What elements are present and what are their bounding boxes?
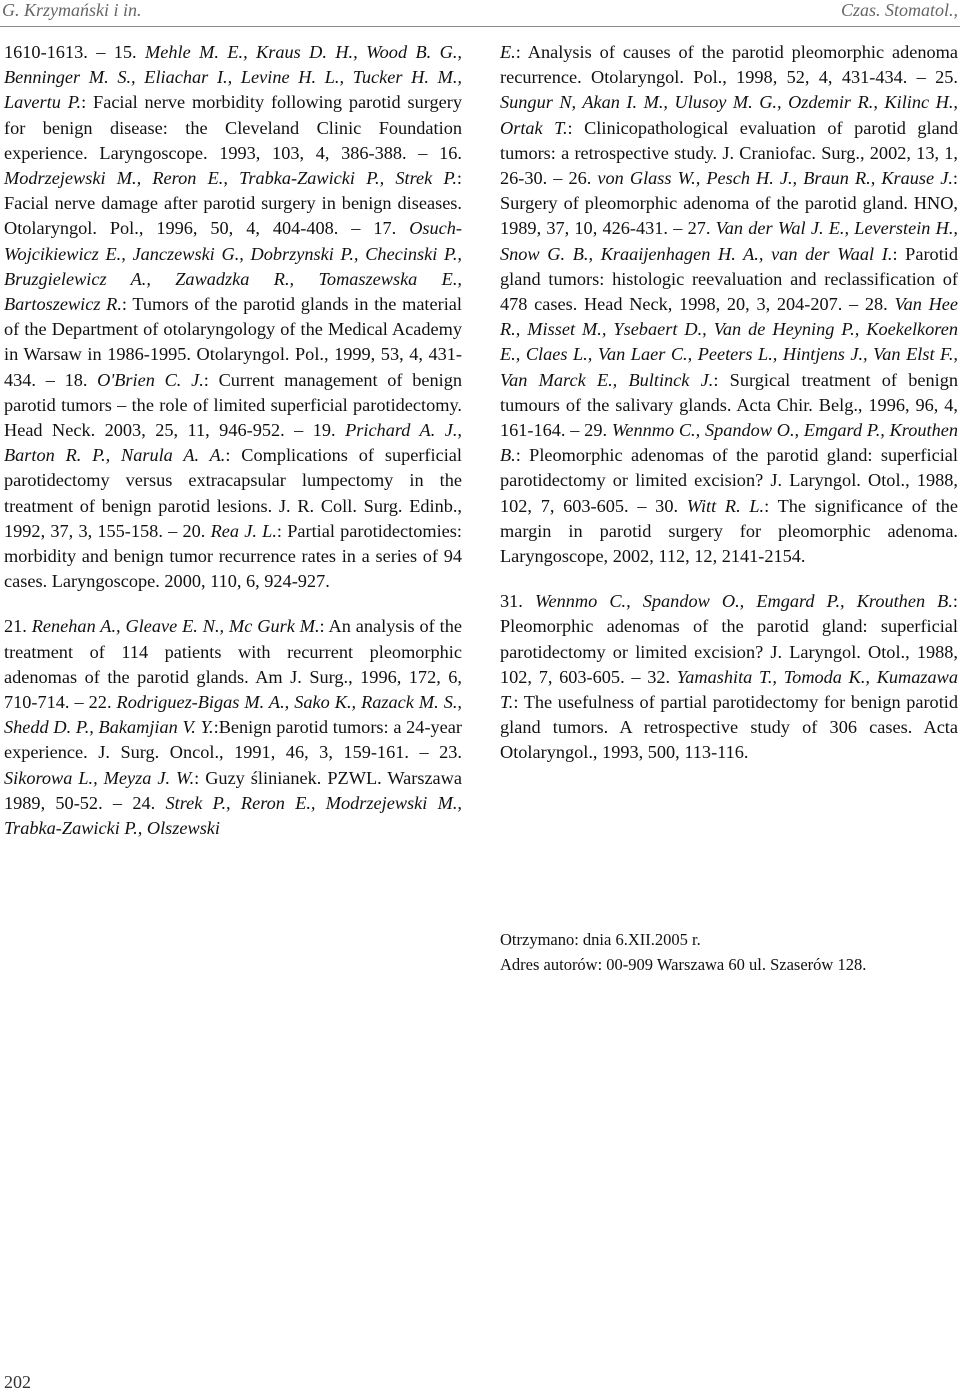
reference-authors: Sungur N, Akan I. M., Ulusoy M. G., Ozdemir R., Kilinc H., Ortak T. bbox=[500, 92, 958, 138]
reference-text: 21. bbox=[4, 616, 32, 637]
reference-text: 1610-1613. – 15. bbox=[4, 42, 146, 62]
reference-text: : Tumors of the parotid glands in the material of the Department of otolaryngology of the Medical Academy in Warsaw in 1986-1995. Otolaryngol. Pol., 1999, 53, 4, 431-434. – 18. bbox=[4, 294, 462, 390]
reference-authors: Mehle M. E., Kraus D. H., Wood B. G., Benninger M. S., Eliachar I., Levine H. L., Tucker H. M., Lavertu P. bbox=[4, 42, 462, 113]
header-rule bbox=[0, 26, 960, 27]
reference-text: : Pleomorphic adenomas of the parotid gland: superficial parotidectomy or limited excision? J. Laryngol. Otol., 1988, 102, 7, 603-605. – 30. bbox=[500, 445, 958, 516]
reference-text: : An analysis of the treatment of 114 patients with recurrent pleomorphic adenomas of the parotid glands. Am J. Surg., 1996, 172, 6, 710-714. – 22. bbox=[4, 616, 462, 713]
reference-paragraph bbox=[4, 40, 462, 594]
reference-text: : Facial nerve damage after parotid surgery in benign diseases. Otolaryngol. Pol., 1996, 50, 4, 404-408. – 17. bbox=[4, 168, 462, 239]
reference-text: : Parotid gland tumors: histologic reevaluation and reclassification of 478 cases. Head Neck, 1998, 20, 3, 204-207. – 28. bbox=[500, 243, 958, 315]
reference-text: : Guzy ślinianek. PZWL. Warszawa 1989, 50-52. – 24. bbox=[4, 767, 462, 813]
reference-authors: Prichard A. J., Barton R. P., Narula A. A. bbox=[4, 420, 462, 466]
reference-authors: Strek P., Reron E., Modrzejewski M., Trabka-Zawicki P., Olszewski bbox=[4, 792, 462, 839]
left-column bbox=[4, 40, 462, 841]
header-authors: G. Krzymański i in. bbox=[2, 0, 142, 20]
reference-authors: Modrzejewski M., Reron E., Trabka-Zawicki P., Strek P. bbox=[4, 168, 457, 189]
reference-text: : Facial nerve morbidity following parotid surgery for benign disease: the Cleveland Clinic Foundation experience. Laryngoscope. 1993, 103, 4, 386-388. – 16. bbox=[4, 92, 462, 163]
reference-text: : Current management of benign parotid tumors – the role of limited superficial parotidectomy. Head Neck. 2003, 25, 11, 946-952. – 19. bbox=[4, 369, 462, 441]
right-column bbox=[500, 40, 958, 766]
reference-text: : Pleomorphic adenomas of the parotid gland: superficial parotidectomy or limited excision? J. Laryngol. Otol., 1988, 102, 7, 603-605. – 32. bbox=[500, 591, 959, 687]
reference-authors: O'Brien C. J. bbox=[97, 369, 204, 390]
reference-paragraph bbox=[500, 40, 958, 569]
reference-authors: Osuch-Wojcikiewicz E., Janczewski G., Dobrzynski P., Checinski P., Bruzgielewicz A., Zawadzka R., Tomaszewska E., Bartoszewicz R. bbox=[4, 218, 462, 315]
reference-authors: Sikorowa L., Meyza J. W. bbox=[4, 767, 195, 788]
reference-authors: Van Hee R., Misset M., Ysebaert D., Van de Heyning P., Koekelkoren E., Claes L., Van Laer C., Peeters L., Hintjens J., Van Elst F., Van Marck E., Bultinck J. bbox=[500, 294, 959, 390]
reference-text: : Surgical treatment of benign tumours of the salivary glands. Acta Chir. Belg., 1996, 96, 4, 161-164. – 29. bbox=[500, 369, 959, 441]
reference-text: : Partial parotidectomies: morbidity and benign tumor recurrence rates in a series of 94 cases. Laryngoscope. 2000, 110, 6, 924-927. bbox=[4, 520, 462, 592]
reference-text: : Complications of superficial parotidectomy versus extracapsular lumpectomy in the treatment of benign parotid lesions. J. R. Coll. Surg. Edinb., 1992, 37, 3, 155-158. – 20. bbox=[4, 445, 462, 541]
reference-authors: Rodriguez-Bigas M. A., Sako K., Razack M. S., Shedd D. P., Bakamjian V. Y. bbox=[4, 692, 462, 738]
reference-authors: Wennmo C., Spandow O., Emgard P., Krouthen B. bbox=[534, 591, 953, 612]
authors-address: Adres autorów: 00-909 Warszawa 60 ul. Szaserów 128. bbox=[500, 955, 867, 974]
header-journal: Czas. Stomatol., bbox=[840, 0, 958, 20]
reference-authors: Van der Wal J. E., Leverstein H., Snow G. B., Kraaijenhagen H. A., van der Waal I. bbox=[500, 218, 958, 264]
reference-authors: Renehan A., Gleave E. N., Mc Gurk M. bbox=[31, 616, 320, 637]
reference-authors: Witt R. L. bbox=[686, 495, 765, 516]
reference-text: : Clinicopathological evaluation of parotid gland tumors: a retrospective study. J. Craniofac. Surg., 2002, 13, 1, 26-30. – 26. bbox=[500, 117, 959, 189]
received-date: Otrzymano: dnia 6.XII.2005 r. bbox=[500, 930, 701, 949]
running-header bbox=[0, 0, 960, 24]
page-number: 202 bbox=[4, 1372, 31, 1392]
reference-authors: Yamashita T., Tomoda K., Kumazawa T. bbox=[500, 666, 958, 713]
reference-authors: Rea J. L. bbox=[210, 520, 277, 541]
reference-text: 31. bbox=[500, 591, 535, 612]
reference-paragraph bbox=[500, 589, 958, 765]
reference-paragraph bbox=[4, 614, 462, 841]
reference-text: :Benign parotid tumors: a 24-year experience. J. Surg. Oncol., 1991, 46, 3, 159-161. – 23. bbox=[4, 717, 462, 763]
reference-text: : Analysis of causes of the parotid pleomorphic adenoma recurrence. Otolaryngol. Pol., 1998, 52, 4, 431-434. – 25. bbox=[500, 42, 958, 88]
reference-text: : The usefulness of partial parotidectomy for benign parotid gland tumors. A retrospective study of 306 cases. Acta Otolaryngol., 1993, 500, 113-116. bbox=[500, 692, 958, 763]
reference-authors: E. bbox=[500, 42, 516, 62]
reference-text: : The significance of the margin in parotid surgery for pleomorphic adenoma. Laryngoscope, 2002, 112, 12, 2141-2154. bbox=[500, 495, 958, 567]
reference-authors: Wennmo C., Spandow O., Emgard P., Krouthen B. bbox=[500, 420, 958, 466]
reference-authors: von Glass W., Pesch H. J., Braun R., Krause J. bbox=[597, 168, 953, 189]
reference-text: : Surgery of pleomorphic adenoma of the parotid gland. HNO, 1989, 37, 10, 426-431. – 27. bbox=[500, 168, 958, 239]
